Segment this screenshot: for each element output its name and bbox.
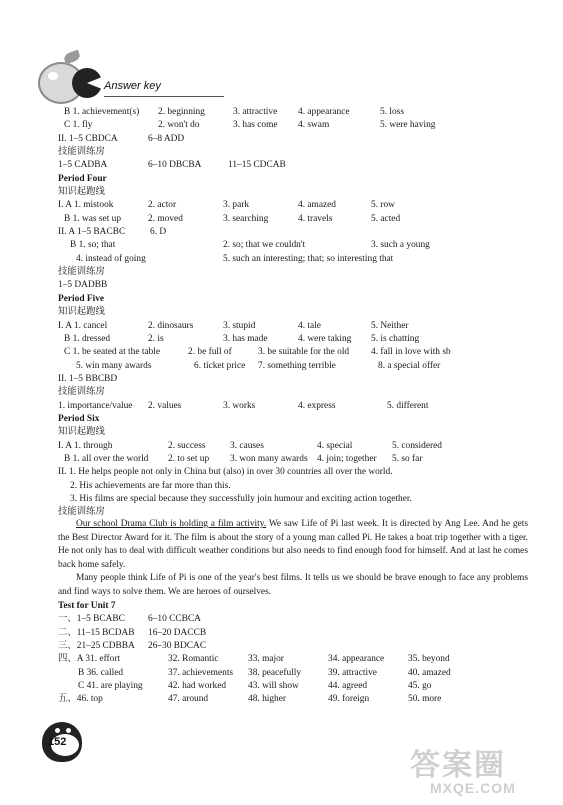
answer-text: 一、1–5 BCABC bbox=[58, 614, 125, 625]
answer-text: 5. row bbox=[371, 200, 395, 211]
answer-text: 48. higher bbox=[248, 694, 287, 705]
answer-text: 43. will show bbox=[248, 681, 299, 692]
answer-text: 4. special bbox=[317, 440, 353, 451]
answer-text: 技能训练房 bbox=[58, 507, 105, 518]
answer-text: 2. be full of bbox=[188, 347, 232, 358]
answer-text: 26–30 BDCAC bbox=[148, 641, 207, 652]
answer-text: B 1. so; that bbox=[70, 240, 116, 251]
answer-text: 2. won't do bbox=[158, 120, 200, 131]
answer-line bbox=[58, 159, 538, 172]
answer-text: 3. park bbox=[223, 200, 250, 211]
answer-text: 3. has made bbox=[223, 333, 268, 344]
answer-text: 6–10 CCBCA bbox=[148, 614, 201, 625]
answer-line bbox=[58, 226, 538, 239]
answer-line bbox=[58, 306, 538, 319]
answer-line bbox=[58, 653, 538, 666]
answer-text: II. A 1–5 BACBC bbox=[58, 227, 126, 238]
watermark-logo: 答案圈 bbox=[410, 748, 506, 783]
answer-text: 34. appearance bbox=[328, 654, 385, 665]
answer-text: B 36. called bbox=[78, 667, 124, 678]
answer-line bbox=[58, 186, 538, 199]
answer-line bbox=[58, 119, 538, 132]
answer-line bbox=[58, 320, 538, 333]
answer-text: 33. major bbox=[248, 654, 284, 665]
answer-line bbox=[58, 199, 538, 212]
answer-line bbox=[58, 386, 538, 399]
answer-text: 1. importance/value bbox=[58, 400, 133, 411]
answer-text: 6–8 ADD bbox=[148, 133, 185, 144]
answer-text: 3. such a young bbox=[371, 240, 430, 251]
answer-text: 40. amazed bbox=[408, 667, 451, 678]
answer-text: 6. D bbox=[150, 227, 167, 238]
answer-text: 5. win many awards bbox=[76, 360, 152, 371]
answer-text: 技能训练房 bbox=[58, 267, 105, 278]
answer-line bbox=[58, 667, 538, 680]
answer-line bbox=[58, 106, 538, 119]
answer-text: Period Five bbox=[58, 293, 105, 304]
answer-text: 39. attractive bbox=[328, 667, 377, 678]
answer-text: C 1. be seated at the table bbox=[64, 347, 161, 358]
answer-text: 知识起跑线 bbox=[58, 427, 105, 438]
answer-text: 7. something terrible bbox=[258, 360, 336, 371]
answer-text: 4. fall in love with sb bbox=[371, 347, 451, 358]
answer-line bbox=[58, 146, 538, 159]
answer-line bbox=[58, 173, 538, 186]
answer-text: Period Four bbox=[58, 173, 107, 184]
answer-text: 8. a special offer bbox=[378, 360, 441, 371]
answer-text: 4. were taking bbox=[298, 333, 352, 344]
answer-text: 四、A 31. effort bbox=[58, 654, 121, 665]
answer-line bbox=[58, 373, 538, 386]
answer-text: B 1. all over the world bbox=[64, 453, 149, 464]
answer-text: 2. beginning bbox=[158, 107, 205, 117]
answer-text: 二、11–15 BCDAB bbox=[58, 627, 135, 638]
answer-key-header bbox=[38, 56, 238, 106]
answer-line bbox=[58, 493, 538, 506]
answer-text: 49. foreign bbox=[328, 694, 370, 705]
answer-line bbox=[58, 627, 538, 640]
answer-text: 35. beyond bbox=[408, 654, 450, 665]
answer-text: II. 1–5 CBDCA bbox=[58, 133, 118, 144]
answer-line bbox=[58, 413, 538, 426]
answer-line bbox=[58, 613, 538, 626]
answer-text: C 41. are playing bbox=[78, 681, 143, 692]
answer-line bbox=[58, 426, 538, 439]
answer-text: 4. appearance bbox=[298, 107, 350, 117]
answer-text: 5. considered bbox=[392, 440, 442, 451]
answer-text: 5. such an interesting; that; so interesting that bbox=[223, 253, 394, 264]
answer-text: 5. were having bbox=[380, 120, 436, 131]
answer-text: 3. His films are special because they successfully join humour and exciting action together. bbox=[70, 493, 412, 504]
answer-text: 三、21–25 CDBBA bbox=[58, 641, 135, 652]
answer-text: 技能训练房 bbox=[58, 147, 105, 158]
answer-text: I. A 1. mistook bbox=[58, 200, 114, 211]
composition-paragraph: Many people think Life of Pi is one of the year's best films. It tells us we should be brave enough to face any problems and find ways to solve them. We are heroes of ourselves. bbox=[58, 573, 528, 597]
answer-line bbox=[58, 266, 538, 279]
answer-text: 16–20 DACCB bbox=[148, 627, 207, 638]
answer-text: 五、46. top bbox=[58, 694, 103, 705]
answer-text: B 1. was set up bbox=[64, 213, 122, 224]
answer-text: 3. has come bbox=[233, 120, 278, 131]
answer-text: C 1. fly bbox=[64, 120, 93, 131]
answer-text: 2. moved bbox=[148, 213, 183, 224]
answer-line bbox=[58, 480, 538, 493]
answer-text: 2. so; that we couldn't bbox=[223, 240, 306, 251]
answer-line bbox=[58, 466, 538, 479]
answer-line bbox=[58, 239, 538, 252]
answer-text: 知识起跑线 bbox=[58, 307, 105, 318]
leaf-icon bbox=[63, 50, 81, 65]
answer-text: 4. join; together bbox=[317, 453, 377, 464]
answer-line bbox=[58, 360, 538, 373]
answer-text: 6–10 DBCBA bbox=[148, 160, 202, 171]
answer-text: 5. acted bbox=[371, 213, 401, 224]
header-rule bbox=[104, 96, 224, 97]
answer-text: 2. values bbox=[148, 400, 182, 411]
answer-line bbox=[58, 213, 538, 226]
answer-text: B 1. dressed bbox=[64, 333, 111, 344]
answer-text: B 1. achievement(s) bbox=[64, 107, 140, 117]
answer-line bbox=[58, 133, 538, 146]
answer-text: 4. instead of going bbox=[76, 253, 146, 264]
answer-text: Test for Unit 7 bbox=[58, 601, 116, 611]
answer-text: 4. travels bbox=[298, 213, 333, 224]
page-number-badge bbox=[38, 722, 84, 762]
answer-text: II. 1. He helps people not only in China but (also) in over 30 countries all over the world. bbox=[58, 467, 393, 478]
watermark-url: MXQE.COM bbox=[430, 780, 516, 796]
answer-text: 47. around bbox=[168, 694, 209, 705]
pacman-icon bbox=[72, 68, 102, 98]
answer-text: 11–15 CDCAB bbox=[228, 160, 286, 171]
composition-paragraph: Our school Drama Club is holding a film activity. We saw Life of Pi last week. It is directed by Ang Lee. And he gets the Best Director Award for it. The film is about the story of a young man called Pi. He takes a boat trip together with a tiger. He not only has to deal with difficult weather conditions but also needs to find enough food for himself. And at last he comes back home safely. bbox=[58, 519, 528, 570]
answer-text: II. 1–5 BBCBD bbox=[58, 373, 118, 384]
test-answers bbox=[58, 600, 538, 707]
answer-text: 3. won many awards bbox=[230, 453, 308, 464]
answer-text: 2. actor bbox=[148, 200, 177, 211]
answer-line bbox=[58, 600, 538, 613]
answer-text: 知识起跑线 bbox=[58, 187, 105, 198]
answer-line bbox=[58, 680, 538, 693]
answer-text: 45. go bbox=[408, 681, 432, 692]
answer-text: 2. is bbox=[148, 333, 164, 344]
answer-text: 50. more bbox=[408, 694, 442, 705]
answer-text: 42. had worked bbox=[168, 681, 227, 692]
answer-text: 3. attractive bbox=[233, 107, 278, 117]
answer-text: 3. searching bbox=[223, 213, 269, 224]
answer-text: 5. different bbox=[387, 400, 429, 411]
answer-text: 3. causes bbox=[230, 440, 264, 451]
answer-lines bbox=[58, 106, 538, 520]
answer-text: 1–5 DADBB bbox=[58, 280, 108, 291]
answer-text: 3. stupid bbox=[223, 320, 256, 331]
answer-line bbox=[58, 333, 538, 346]
page-number: 152 bbox=[48, 736, 67, 748]
answer-text: I. A 1. cancel bbox=[58, 320, 108, 331]
answer-line bbox=[58, 640, 538, 653]
answer-text: 2. His achievements are far more than this. bbox=[70, 480, 231, 491]
answer-text: 4. amazed bbox=[298, 200, 336, 211]
answer-line bbox=[58, 279, 538, 292]
answer-text: 5. is chatting bbox=[371, 333, 420, 344]
answer-text: 6. ticket price bbox=[194, 360, 246, 371]
answer-text: 4. express bbox=[298, 400, 336, 411]
answer-line bbox=[58, 453, 538, 466]
answer-text: 38. peacefully bbox=[248, 667, 302, 678]
answer-text: 3. works bbox=[223, 400, 256, 411]
answer-text: 技能训练房 bbox=[58, 387, 105, 398]
answer-text: 2. success bbox=[168, 440, 206, 451]
answer-text: 5. so far bbox=[392, 453, 423, 464]
answer-text: 5. loss bbox=[380, 107, 404, 117]
page-header-title: Answer key bbox=[104, 80, 161, 92]
answer-line bbox=[58, 293, 538, 306]
answer-text: 5. Neither bbox=[371, 320, 409, 331]
answer-line bbox=[58, 346, 538, 359]
composition-paragraphs bbox=[58, 518, 528, 600]
answer-text: 4. swam bbox=[298, 120, 330, 131]
answer-text: 1–5 CADBA bbox=[58, 160, 108, 171]
answer-line bbox=[58, 440, 538, 453]
answer-line bbox=[58, 693, 538, 706]
answer-text: 37. achievements bbox=[168, 667, 234, 678]
answer-text: I. A 1. through bbox=[58, 440, 113, 451]
answer-text: 32. Romantic bbox=[168, 654, 219, 665]
answer-text: 2. dinosaurs bbox=[148, 320, 194, 331]
answer-line bbox=[58, 400, 538, 413]
answer-text: 3. be suitable for the old bbox=[258, 347, 350, 358]
answer-text: 2. to set up bbox=[168, 453, 210, 464]
answer-text: 44. agreed bbox=[328, 681, 368, 692]
answer-line bbox=[58, 253, 538, 266]
answer-text: Period Six bbox=[58, 413, 100, 424]
answer-text: 4. tale bbox=[298, 320, 321, 331]
